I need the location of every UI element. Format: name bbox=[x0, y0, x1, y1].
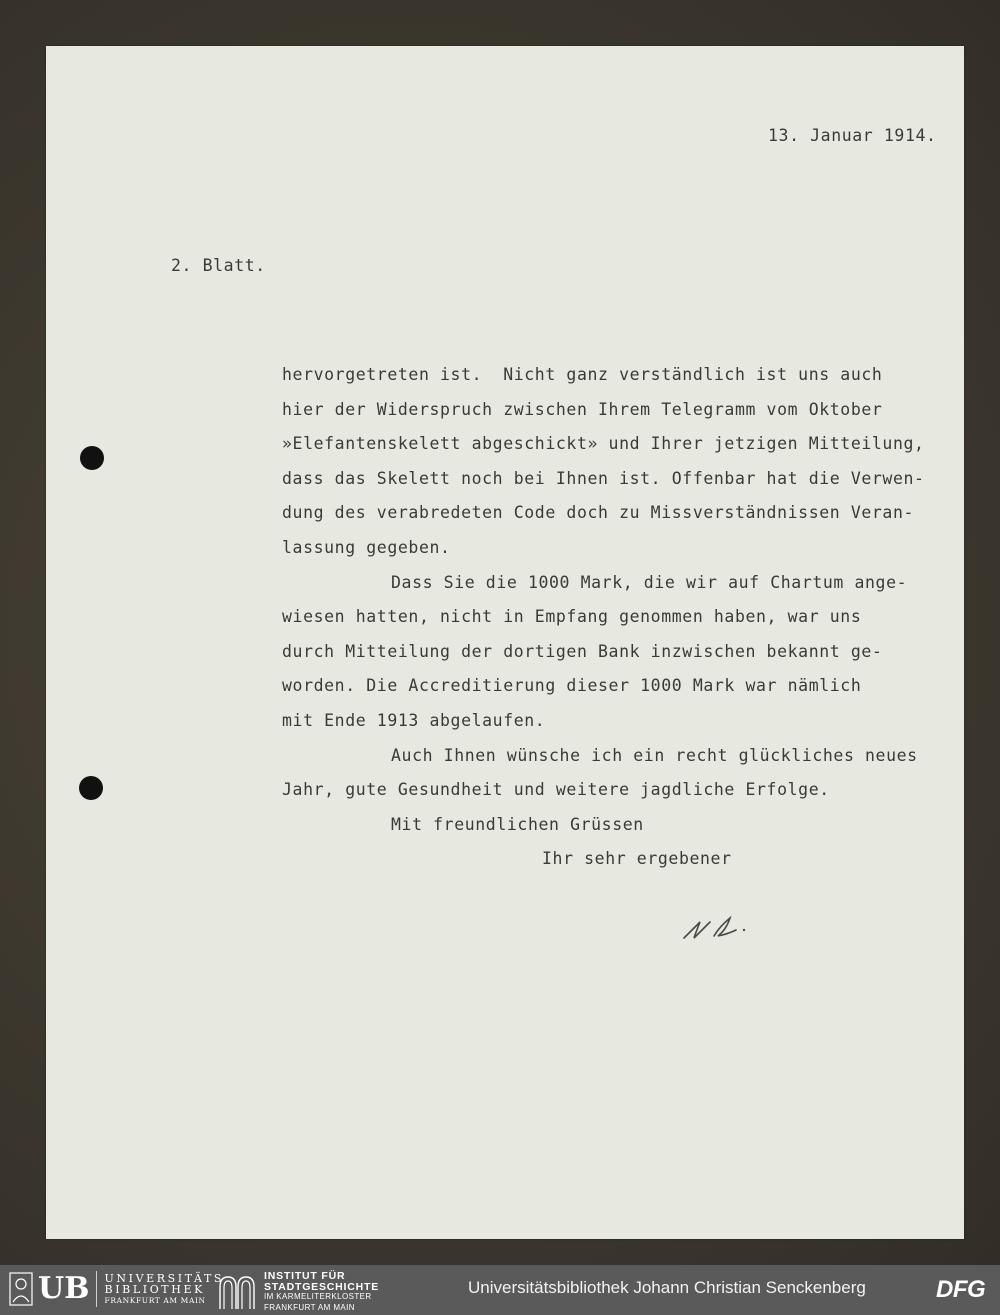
isg-line-1: INSTITUT FÜR bbox=[264, 1270, 346, 1282]
letter-page bbox=[46, 46, 964, 1239]
isg-arches-logo bbox=[218, 1273, 256, 1311]
body-line: durch Mitteilung der dortigen Bank inzwischen bekannt ge- bbox=[282, 641, 883, 661]
body-line: hervorgetreten ist. Nicht ganz verständlich ist uns auch bbox=[282, 365, 883, 384]
isg-line-4: FRANKFURT AM MAIN bbox=[264, 1302, 355, 1312]
body-line: Dass Sie die 1000 Mark, die wir auf Chartum ange- bbox=[391, 572, 908, 592]
letter-date: 13. Januar 1914. bbox=[768, 126, 937, 145]
body-line: lassung gegeben. bbox=[282, 537, 451, 557]
sign-off-line: Ihr sehr ergebener bbox=[542, 849, 732, 869]
ub-letters: UB bbox=[38, 1271, 97, 1307]
isg-line-3: IM KARMELITERKLOSTER bbox=[264, 1292, 372, 1301]
library-name-link[interactable]: Universitätsbibliothek Johann Christian Senckenberg bbox=[468, 1278, 866, 1297]
body-line: wiesen hatten, nicht in Empfang genommen haben, war uns bbox=[282, 607, 862, 627]
isg-name bbox=[264, 1271, 379, 1313]
ub-line-3: FRANKFURT AM MAIN bbox=[104, 1295, 206, 1305]
body-line: hier der Widerspruch zwischen Ihrem Telegramm vom Oktober bbox=[282, 399, 883, 419]
body-line: worden. Die Accreditierung dieser 1000 Mark war nämlich bbox=[282, 676, 862, 696]
dfg-logo[interactable]: DFG bbox=[936, 1276, 986, 1303]
closing-line: Mit freundlichen Grüssen bbox=[391, 814, 644, 834]
punch-hole-icon bbox=[80, 446, 104, 470]
sheet-number: 2. Blatt. bbox=[171, 256, 266, 275]
body-line: Auch Ihnen wünsche ich ein recht glückliches neues bbox=[391, 745, 918, 765]
body-line: dung des verabredeten Code doch zu Missverständnissen Veran- bbox=[282, 503, 915, 523]
body-line: Jahr, gute Gesundheit und weitere jagdliche Erfolge. bbox=[282, 780, 830, 800]
punch-hole-icon bbox=[79, 776, 103, 800]
footer-bar bbox=[0, 1265, 1000, 1315]
isg-line-2: STADTGESCHICHTE bbox=[264, 1280, 380, 1293]
body-line: mit Ende 1913 abgelaufen. bbox=[282, 710, 546, 730]
isg-logo[interactable] bbox=[218, 1271, 379, 1313]
signature-mark bbox=[680, 908, 770, 942]
letter-body bbox=[282, 358, 925, 877]
body-line: dass das Skelett noch bei Ihnen ist. Offenbar hat die Verwen- bbox=[282, 468, 925, 488]
body-line: »Elefantenskelett abgeschickt» und Ihrer jetzigen Mitteilung, bbox=[282, 434, 925, 454]
ub-name bbox=[105, 1273, 225, 1306]
ub-logo[interactable] bbox=[8, 1271, 224, 1307]
ub-line-1: UNIVERSITÄTS bbox=[104, 1271, 225, 1285]
ub-portrait-logo bbox=[8, 1271, 34, 1307]
ub-line-2: BIBLIOTHEK bbox=[104, 1282, 205, 1296]
